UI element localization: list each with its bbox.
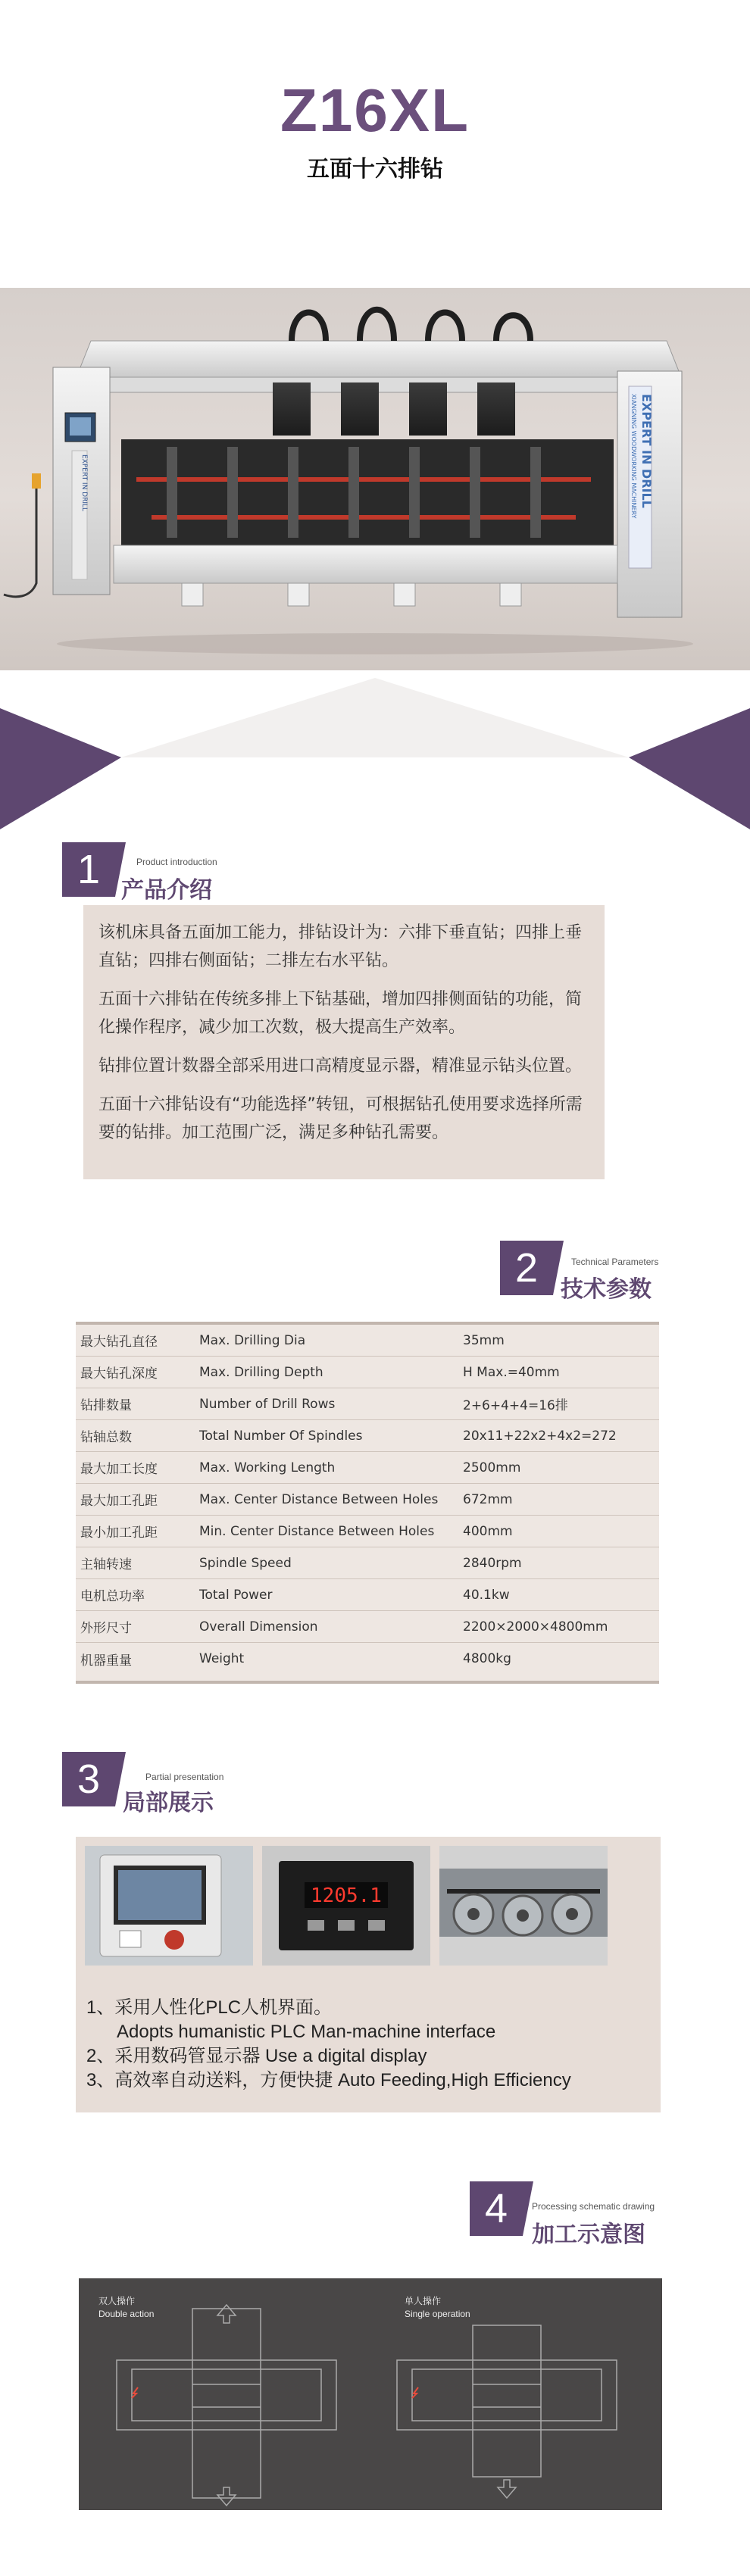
plc-interface-image <box>85 1846 253 1966</box>
table-row: 主轴转速 Spindle Speed 2840rpm <box>76 1547 659 1579</box>
svg-text:XIANGNING WOODWORKING MACHINER: XIANGNING WOODWORKING MACHINERY <box>630 394 637 519</box>
partial-presentation-box <box>76 1837 661 2112</box>
table-row: 最大钻孔直径 Max. Drilling Dia 35mm <box>76 1325 659 1357</box>
decor-triangles <box>0 670 750 852</box>
intro-paragraph: 钻排位置计数器全部采用进口高精度显示器，精准显示钻头位置。 <box>98 1057 583 1076</box>
feature-line: 3、高效率自动送料，方便快捷 Auto Feeding,High Efficiency <box>86 2070 571 2090</box>
feature-line: Adopts humanistic PLC Man-machine interface <box>117 2022 496 2042</box>
section-1-title-cn: 产品介绍 <box>121 877 212 904</box>
section-1-title-en: Product introduction <box>136 857 217 867</box>
table-row: 外形尺寸 Overall Dimension 2200×2000×4800mm <box>76 1611 659 1643</box>
section-4-number: 4 <box>470 2181 523 2236</box>
feature-list <box>86 1996 655 2093</box>
panel-label-double: 双人操作 Double action <box>98 2296 155 2319</box>
model-subtitle: 五面十六排钻 <box>307 156 443 183</box>
section-3-number: 3 <box>62 1752 115 1806</box>
section-2-title-cn: 技术参数 <box>561 1276 652 1303</box>
panel-label-single: 单人操作 Single operation <box>405 2296 470 2319</box>
section-1-number: 1 <box>62 842 115 897</box>
section-3-title-cn: 局部展示 <box>123 1790 214 1816</box>
svg-text:EXPERT IN DRILL: EXPERT IN DRILL <box>80 454 88 512</box>
section-2-number: 2 <box>500 1241 553 1295</box>
schematic-drawing <box>79 2278 662 2510</box>
parameters-table <box>76 1322 659 1684</box>
table-row: 机器重量 Weight 4800kg <box>80 1651 511 1669</box>
svg-text:EXPERT IN DRILL: EXPERT IN DRILL <box>639 394 654 508</box>
display-reading: 1205.1 <box>311 1884 382 1907</box>
feature-line: 2、采用数码管显示器 Use a digital display <box>86 2046 427 2066</box>
hero-machine-image <box>0 288 750 670</box>
processing-diagram <box>79 2278 662 2510</box>
digital-display-image <box>262 1846 430 1966</box>
table-row: 最大钻孔深度 Max. Drilling Depth H Max.=40mm <box>76 1357 659 1388</box>
table-row: 钻排数量 Number of Drill Rows 2+6+4+4=16排 <box>76 1388 659 1420</box>
section-4-title-cn: 加工示意图 <box>532 2222 645 2248</box>
table-row: 最小加工孔距 Min. Center Distance Between Holes 400mm <box>76 1516 659 1547</box>
table-row: 最大加工长度 Max. Working Length 2500mm <box>76 1452 659 1484</box>
section-2-title-en: Technical Parameters <box>571 1257 659 1267</box>
table-row: 钻轴总数 Total Number Of Spindles 20x11+22x2+4x2=272 <box>76 1420 659 1452</box>
intro-paragraph: 该机床具备五面加工能力，排钻设计为：六排下垂直钻；四排上垂直钻；四排右侧面钻；二排左右水平钻。 <box>98 923 583 970</box>
table-row: 电机总功率 Total Power 40.1kw <box>76 1579 659 1611</box>
intro-paragraph: 五面十六排钻设有“功能选择”转钮，可根据钻孔使用要求选择所需要的钻排。加工范围广泛，满足多种钻孔需要。 <box>98 1095 583 1142</box>
section-4-title-en: Processing schematic drawing <box>532 2201 655 2212</box>
intro-paragraph: 五面十六排钻在传统多排上下钻基础，增加四排侧面钻的功能，简化操作程序，减少加工次数，极大提高生产效率。 <box>98 990 583 1037</box>
section-3-title-en: Partial presentation <box>145 1772 224 1782</box>
intro-box <box>83 905 605 1179</box>
auto-feeding-image <box>439 1846 608 1966</box>
table-row: 最大加工孔距 Max. Center Distance Between Holes 672mm <box>76 1484 659 1516</box>
model-title: Z16XL <box>280 76 470 144</box>
feature-line: 1、采用人性化PLC人机界面。 <box>86 1997 333 2018</box>
